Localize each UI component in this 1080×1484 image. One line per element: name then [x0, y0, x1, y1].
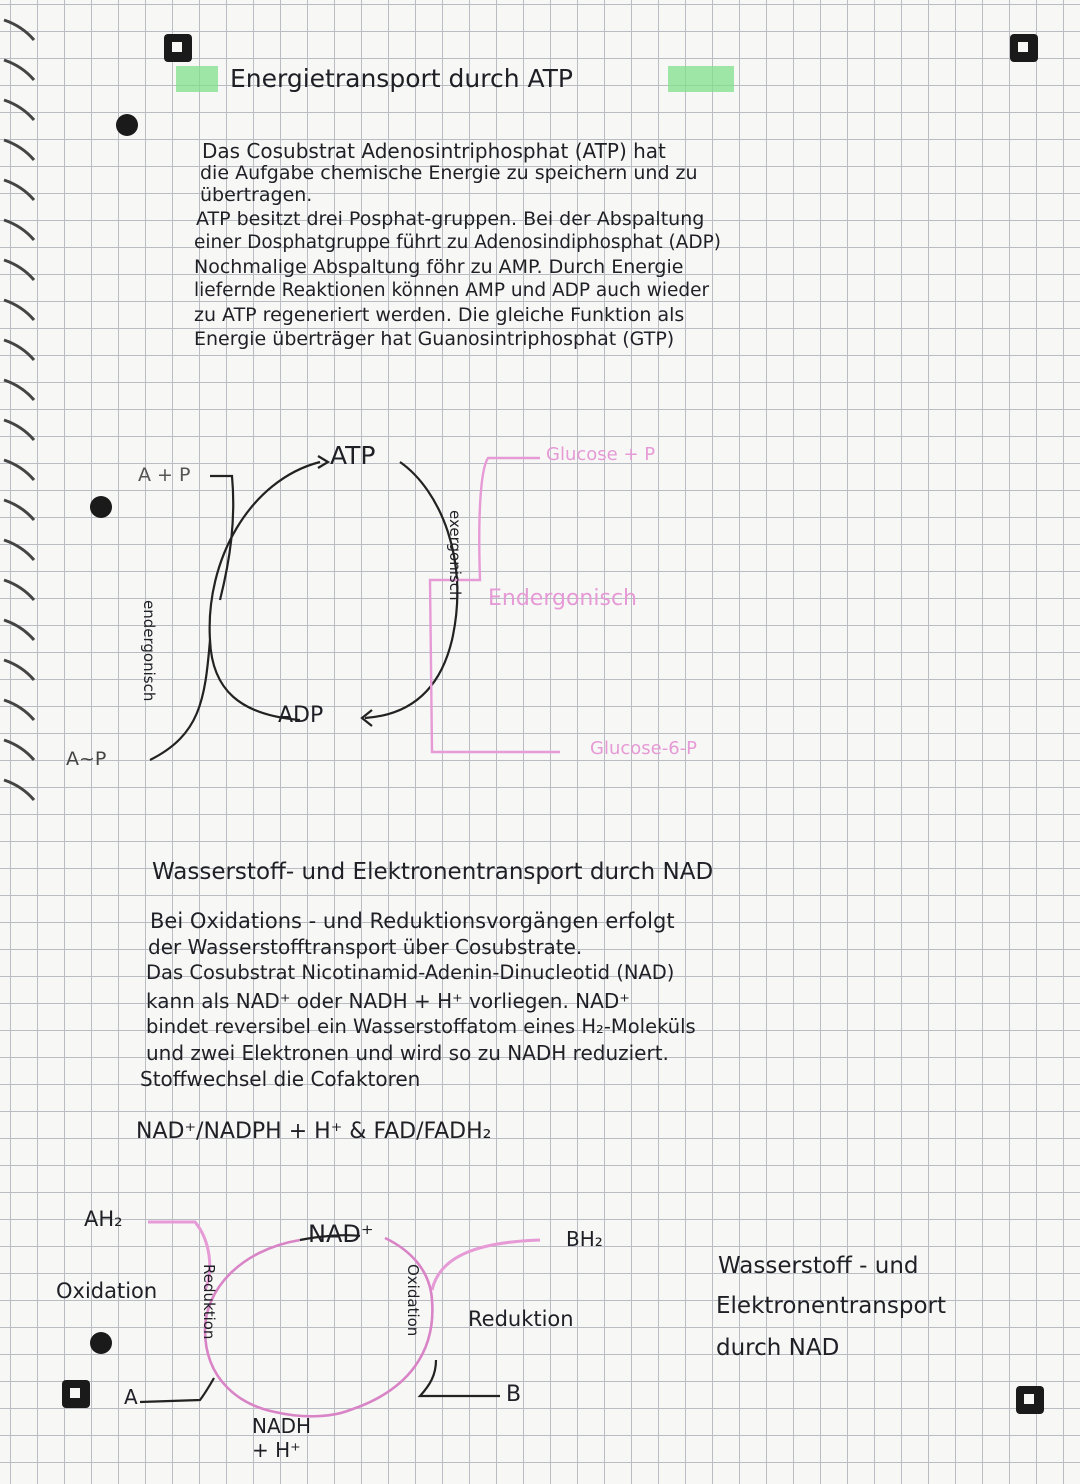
nad-caption-line: Elektronentransport [716, 1293, 947, 1319]
section2-line: und zwei Elektronen und wird so zu NADH reduziert. [146, 1041, 669, 1065]
bh2-label: BH₂ [566, 1227, 603, 1251]
right-connector [420, 1360, 500, 1396]
adp-label: ADP [278, 703, 324, 728]
atp-label: ATP [330, 441, 376, 470]
cofactor-formula: NAD⁺/NADPH + H⁺ & FAD/FADH₂ [136, 1119, 492, 1144]
pink-line-right [432, 1240, 540, 1290]
section1-line: Das Cosubstrat Adenosintriphosphat (ATP) hat [202, 139, 666, 163]
nad-label: NAD⁺ [308, 1220, 374, 1248]
section2-line: Das Cosubstrat Nicotinamid-Adenin-Dinucleotid (NAD) [146, 961, 675, 984]
section1-line: liefernde Reaktionen können AMP und ADP auch wieder [194, 280, 710, 301]
left-connector [140, 1378, 214, 1402]
b-label: B [506, 1382, 522, 1407]
endergonisch-pink-label: Endergonisch [488, 586, 637, 611]
ah2-label: AH₂ [84, 1207, 123, 1231]
a-plus-p-label: A + P [138, 464, 191, 486]
section1-line: die Aufgabe chemische Energie zu speichern und zu [200, 162, 698, 184]
nad-caption-line: Wasserstoff - und [718, 1253, 919, 1279]
inner-reduktion-label: Reduktion [200, 1264, 218, 1340]
a-label: A [124, 1385, 138, 1409]
section2-line: bindet reversibel ein Wasserstoffatom eines H₂-Moleküls [146, 1015, 696, 1038]
section1-line: zu ATP regeneriert werden. Die gleiche Funktion als [194, 304, 685, 326]
exergonisch-label: exergonisch [446, 510, 464, 601]
section1-title: Energietransport durch ATP [230, 64, 574, 93]
glucose-6-p-label: Glucose-6-P [590, 738, 698, 759]
section2-line: kann als NAD⁺ oder NADH + H⁺ vorliegen. NAD⁺ [146, 989, 630, 1013]
section1-line: Nochmalige Abspaltung föhr zu AMP. Durch Energie [194, 256, 684, 278]
endergonisch-label: endergonisch [140, 600, 158, 702]
section1-line: Energie überträger hat Guanosintriphosphat (GTP) [194, 328, 675, 350]
inner-oxidation-label: Oxidation [404, 1264, 422, 1337]
reduktion-label: Reduktion [468, 1307, 574, 1331]
a-p-label: A~P [66, 748, 107, 770]
nad-cycle-circle [205, 1238, 432, 1416]
nadh-label: NADH + H⁺ [252, 1414, 312, 1462]
section1-line: übertragen. [200, 184, 313, 206]
nad-caption-line: durch NAD [716, 1335, 840, 1361]
section2-title: Wasserstoff- und Elektronentransport durch NAD [152, 859, 714, 885]
section1-line: einer Dosphatgruppe führt zu Adenosindiphosphat (ADP) [194, 232, 721, 253]
oxidation-label: Oxidation [56, 1279, 158, 1303]
section2-line: Bei Oxidations - und Reduktionsvorgängen erfolgt [150, 909, 675, 933]
glucose-p-label: Glucose + P [546, 444, 656, 465]
section2-line: Stoffwechsel die Cofaktoren [140, 1067, 421, 1091]
section2-line: der Wasserstofftransport über Cosubstrate. [148, 935, 583, 959]
section1-line: ATP besitzt drei Posphat-gruppen. Bei der Abspaltung [196, 208, 705, 230]
